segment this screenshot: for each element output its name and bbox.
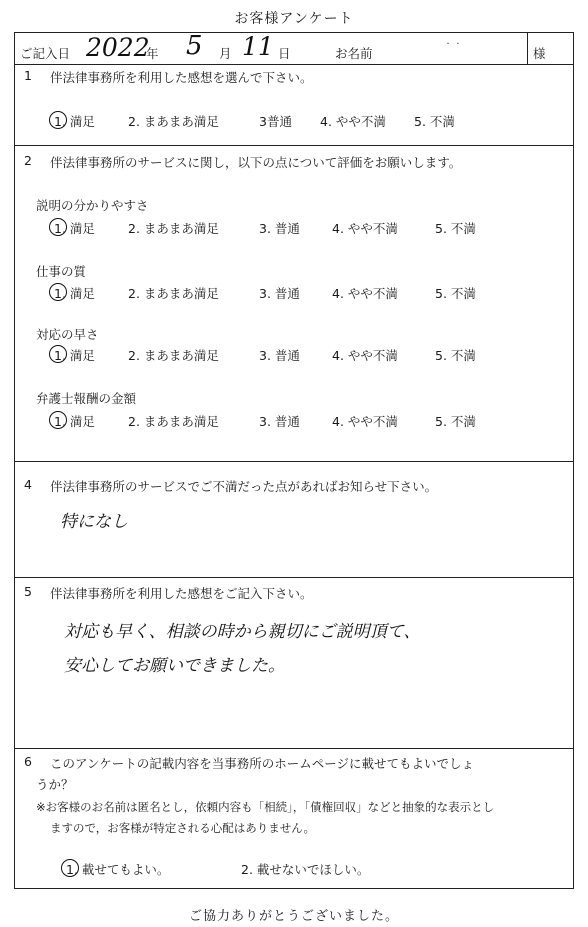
q5-divider — [14, 748, 574, 749]
q5-text: 伴法律事務所を利用した感想をご記入下さい。 — [50, 586, 313, 601]
q5-number: 5 — [24, 584, 32, 599]
q1-option-4[interactable]: 4. やや不満 — [320, 114, 386, 129]
q6-note-line1: ※お客様のお名前は匿名とし，依頼内容も「相続」，「債権回収」などと抽象的な表示とし — [36, 800, 495, 814]
q6-option-1[interactable]: 1. 載せてもよい。 — [66, 862, 170, 877]
q6-options — [66, 860, 369, 878]
name-value: ˙ ˙ — [445, 41, 461, 55]
footer-thanks: ご協力ありがとうございました。 — [188, 909, 399, 924]
q1-divider — [14, 145, 574, 146]
q2-item-4-option-1[interactable]: 1. 満足 — [54, 414, 95, 429]
q2-item-2-option-4[interactable]: 4. やや不満 — [332, 286, 398, 301]
q2-number: 2 — [24, 153, 32, 168]
day-label: 日 — [278, 46, 291, 61]
q2-item-3-option-3[interactable]: 3. 普通 — [259, 348, 300, 363]
q2-item-3-option-1[interactable]: 1. 満足 — [54, 348, 95, 363]
q2-item-1-options — [54, 219, 476, 237]
q2-item-4-option-3[interactable]: 3. 普通 — [259, 414, 300, 429]
q2-item-4-option-2[interactable]: 2. まあまあ満足 — [128, 414, 219, 429]
name-label: お名前 — [335, 46, 373, 61]
q2-item-3-options — [54, 346, 476, 364]
q6-note-line2: ますので，お客様が特定される心配はありません。 — [50, 821, 315, 835]
honorific-divider — [527, 32, 528, 64]
q2-text: 伴法律事務所のサービスに関し，以下の点について評価をお願いします。 — [50, 155, 462, 170]
q2-item-4-option-4[interactable]: 4. やや不満 — [332, 414, 398, 429]
q5-answer-line1: 対応も早く、相談の時から親切にご説明頂て、 — [64, 622, 421, 642]
q2-divider — [14, 461, 574, 462]
q4-text: 伴法律事務所のサービスでご不満だった点があればお知らせ下さい。 — [50, 479, 438, 494]
q1-text: 伴法律事務所を利用した感想を選んで下さい。 — [50, 70, 313, 85]
month-value: 5 — [186, 31, 203, 61]
year-label: 年 — [146, 46, 159, 61]
q2-item-1-label: 説明の分かりやすさ — [36, 198, 149, 213]
date-prefix: ご記入日 — [20, 46, 71, 61]
q2-item-4-label: 弁護士報酬の金額 — [36, 391, 137, 406]
q6-text-line2: うか？ — [36, 777, 74, 792]
q2-item-1-option-3[interactable]: 3. 普通 — [259, 221, 300, 236]
q2-item-2-option-2[interactable]: 2. まあまあ満足 — [128, 286, 219, 301]
q2-item-4-option-5[interactable]: 5. 不満 — [435, 414, 476, 429]
month-label: 月 — [219, 46, 232, 61]
q1-number: 1 — [24, 68, 32, 83]
q2-item-2-options — [54, 284, 476, 302]
q6-option-2[interactable]: 2. 載せないでほしい。 — [241, 862, 370, 877]
q2-item-3-option-4[interactable]: 4. やや不満 — [332, 348, 398, 363]
form-title: お客様アンケート — [234, 11, 354, 27]
q6-text-line1: このアンケートの記載内容を当事務所のホームページに載せてもよいでしょ — [50, 756, 475, 771]
q1-option-2[interactable]: 2. まあまあ満足 — [128, 114, 219, 129]
q2-item-1-option-2[interactable]: 2. まあまあ満足 — [128, 221, 219, 236]
year-value: 2022 — [86, 33, 150, 62]
q2-item-2-option-5[interactable]: 5. 不満 — [435, 286, 476, 301]
q1-option-1[interactable]: 1. 満足 — [54, 114, 95, 129]
q2-item-2-label: 仕事の質 — [36, 264, 87, 279]
q2-item-3-option-5[interactable]: 5. 不満 — [435, 348, 476, 363]
q2-item-4-options — [54, 412, 476, 430]
q4-divider — [14, 577, 574, 578]
header-divider — [14, 64, 574, 65]
q2-item-1-option-1[interactable]: 1. 満足 — [54, 221, 95, 236]
q5-answer-line2: 安心してお願いできました。 — [64, 656, 285, 676]
q2-item-3-option-2[interactable]: 2. まあまあ満足 — [128, 348, 219, 363]
q1-option-5[interactable]: 5. 不満 — [414, 114, 455, 129]
q4-answer: 特になし — [60, 512, 128, 532]
q1-option-3[interactable]: 3普通 — [259, 114, 292, 129]
q2-item-2-option-3[interactable]: 3. 普通 — [259, 286, 300, 301]
q1-options — [54, 112, 455, 130]
honorific-label: 様 — [533, 46, 546, 61]
q2-item-1-option-4[interactable]: 4. やや不満 — [332, 221, 398, 236]
q2-item-3-label: 対応の早さ — [36, 327, 99, 342]
q2-item-1-option-5[interactable]: 5. 不満 — [435, 221, 476, 236]
q6-number: 6 — [24, 754, 32, 769]
q4-number: 4 — [24, 477, 32, 492]
q2-item-2-option-1[interactable]: 1. 満足 — [54, 286, 95, 301]
day-value: 11 — [242, 32, 274, 61]
